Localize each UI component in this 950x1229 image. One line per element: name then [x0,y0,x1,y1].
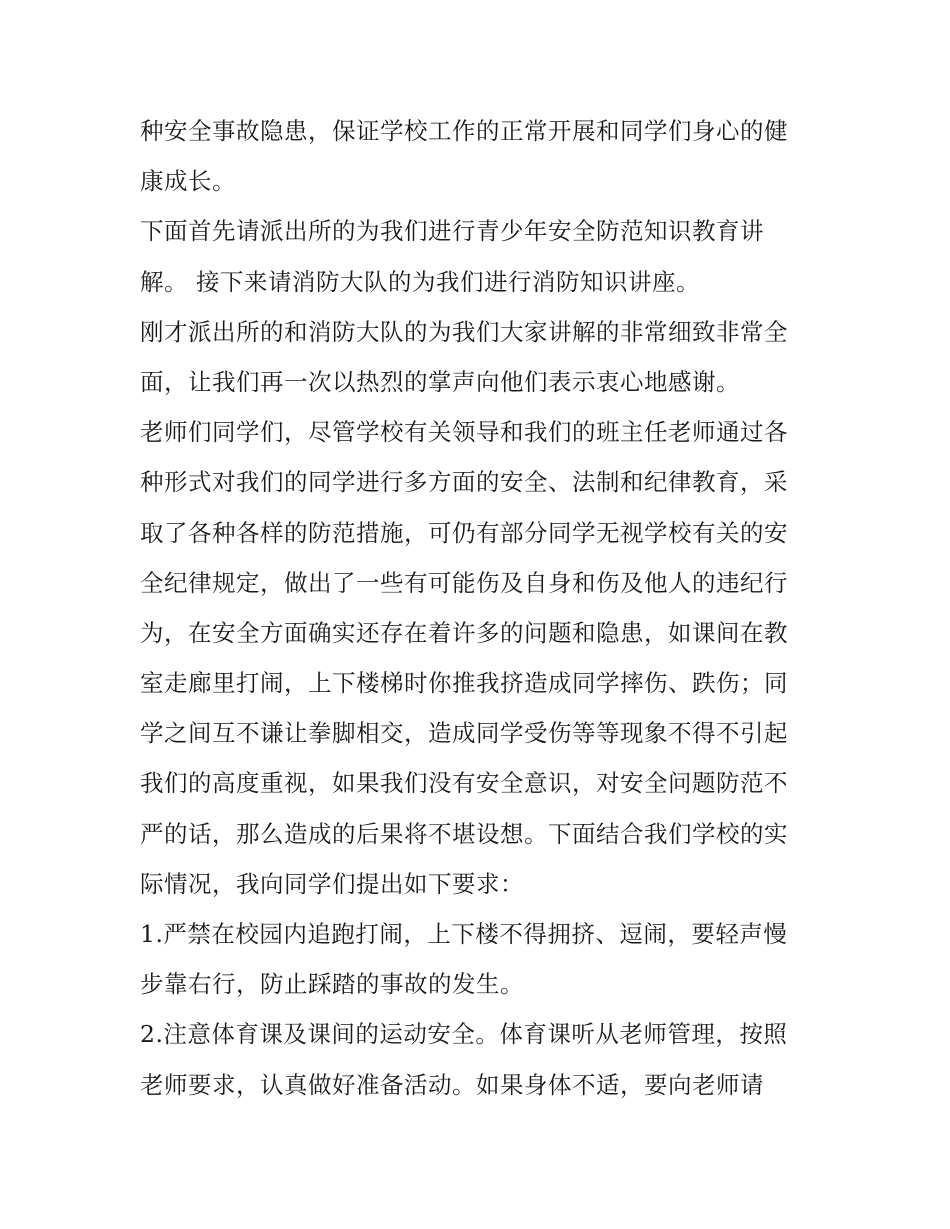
text-line: 室走廊里打闹，上下楼梯时你推我挤造成同学摔伤、跌伤；同 [140,669,788,698]
text-line: 际情况，我向同学们提出如下要求： [140,869,524,898]
text-line: 全纪律规定，做出了一些有可能伤及自身和伤及他人的违纪行 [140,568,788,597]
text-line: 我们的高度重视，如果我们没有安全意识，对安全问题防范不 [140,769,788,798]
text-line: 严的话，那么造成的后果将不堪设想。下面结合我们学校的实 [140,819,788,848]
text-line: 1.严禁在校园内追跑打闹，上下楼不得拥挤、逗闹，要轻声慢 [140,920,788,948]
text-line: 学之间互不谦让拳脚相交，造成同学受伤等等现象不得不引起 [140,719,788,748]
text-line: 为，在安全方面确实还存在着许多的问题和隐患，如课间在教 [140,618,788,647]
text-line: 种安全事故隐患，保证学校工作的正常开展和同学们身心的健 [140,117,788,145]
body-text [140,106,820,1110]
text-line: 老师要求，认真做好准备活动。如果身体不适，要向老师请 [140,1070,764,1099]
text-line: 下面首先请派出所的为我们进行青少年安全防范知识教育讲 [140,217,764,246]
text-line: 康成长。 [140,167,236,196]
text-line: 老师们同学们，尽管学校有关领导和我们的班主任老师通过各 [140,418,788,447]
text-line: 刚才派出所的和消防大队的为我们大家讲解的非常细致非常全 [140,317,788,346]
text-line: 2.注意体育课及课间的运动安全。体育课听从老师管理，按照 [140,1020,788,1049]
text-line: 步靠右行，防止踩踏的事故的发生。 [140,970,524,999]
text-line: 解。 接下来请消防大队的为我们进行消防知识讲座。 [140,267,700,296]
text-line: 取了各种各样的防范措施，可仍有部分同学无视学校有关的安 [140,518,788,547]
text-line: 种形式对我们的同学进行多方面的安全、法制和纪律教育，采 [140,468,788,497]
text-line: 面，让我们再一次以热烈的掌声向他们表示衷心地感谢。 [140,367,740,396]
